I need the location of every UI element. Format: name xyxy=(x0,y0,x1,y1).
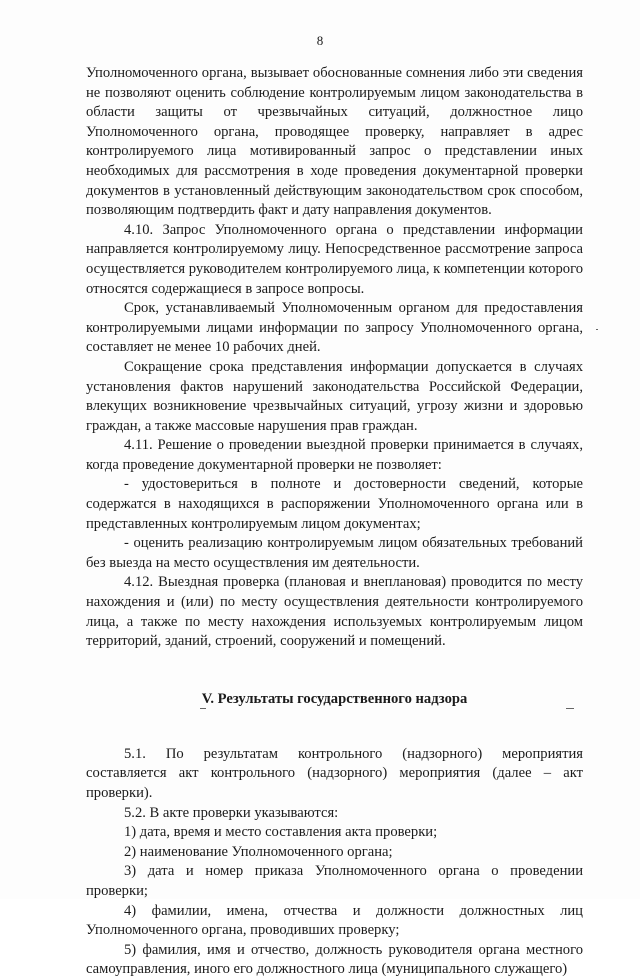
scan-mark xyxy=(566,708,574,709)
paragraph-deadline-reduction: Сокращение срока представления информации допускается в случаях установления фактов нарушений законодательства Российской Федерации, влекущих возникновение чрезвычайных ситуаций, угрозу жизни и здоровью граждан, а также массовые нарушения прав граждан. xyxy=(86,358,583,434)
list-item-assess: - оценить реализацию контролируемым лицом обязательных требований без выезда на место осуществления им деятельности. xyxy=(86,535,583,571)
page-number: 8 xyxy=(316,33,324,48)
list-item-2: 2) наименование Уполномоченного органа; xyxy=(124,843,393,860)
list-item-5: 5) фамилия, имя и отчество, должность руководителя органа местного самоуправления, иного его должностного лица (муниципального служащего) xyxy=(86,941,583,978)
section-spacer-bottom xyxy=(86,709,583,745)
paragraph-5-2: 5.2. В акте проверки указываются: xyxy=(124,804,339,821)
list-item-verify: - удостовериться в полноте и достоверности сведений, которые содержатся в находящихся в распоряжении Уполномоченного органа или в представленных контролируемым лицом документах; xyxy=(86,476,583,532)
list-item-4: 4) фамилии, имена, отчества и должности должностных лиц Уполномоченного органа, проводивших проверку; xyxy=(86,902,583,939)
section-title: V. Результаты государственного надзора xyxy=(201,690,468,707)
section-spacer-top xyxy=(86,652,583,689)
paragraph-4-10: 4.10. Запрос Уполномоченного органа о представлении информации направляется контролируемому лицу. Непосредственное рассмотрение запроса осуществляется руководителем контролируемого лица, к компетенции которого относятся содержащиеся в запросе вопросы. xyxy=(86,221,583,297)
paragraph-deadline: Срок, устанавливаемый Уполномоченным органом для предоставления контролируемыми лицами информации по запросу Уполномоченного органа, составляет не менее 10 рабочих дней. xyxy=(86,300,583,356)
paragraph-5-1: 5.1. По результатам контрольного (надзорного) мероприятия составляется акт контрольного (надзорного) мероприятия (далее – акт проверки). xyxy=(86,745,583,801)
paragraph-4-11: 4.11. Решение о проведении выездной проверки принимается в случаях, когда проведение документарной проверки не позволяет: xyxy=(86,437,583,473)
paragraph-4-12: 4.12. Выездная проверка (плановая и внеплановая) проводится по месту нахождения и (или) по месту осуществления деятельности контролируемого лица, а также по месту нахождения используемых контролируемым лицом территорий, зданий, строений, сооружений и помещений. xyxy=(86,574,583,650)
list-item-1: 1) дата, время и место составления акта проверки; xyxy=(124,824,438,841)
paragraph-continuation: Уполномоченного органа, вызывает обоснованные сомнения либо эти сведения не позволяют оценить соблюдение контролируемым лицом законодательства в области защиты от чрезвычайных ситуаций, должностное лицо Уполномоченного органа, проводящее проверку, направляет в адрес контролируемого лица мотивированный запрос о представлении иных необходимых для рассмотрения в ходе проведения документарной проверки документов в установленный действующим законодательством срок способом, позволяющим подтвердить факт и дату направления документов. xyxy=(86,65,583,219)
scan-mark xyxy=(596,329,598,330)
document-body xyxy=(86,64,583,980)
scan-mark xyxy=(200,708,206,709)
list-item-3: 3) дата и номер приказа Уполномоченного органа о проведении проверки; xyxy=(86,863,583,899)
